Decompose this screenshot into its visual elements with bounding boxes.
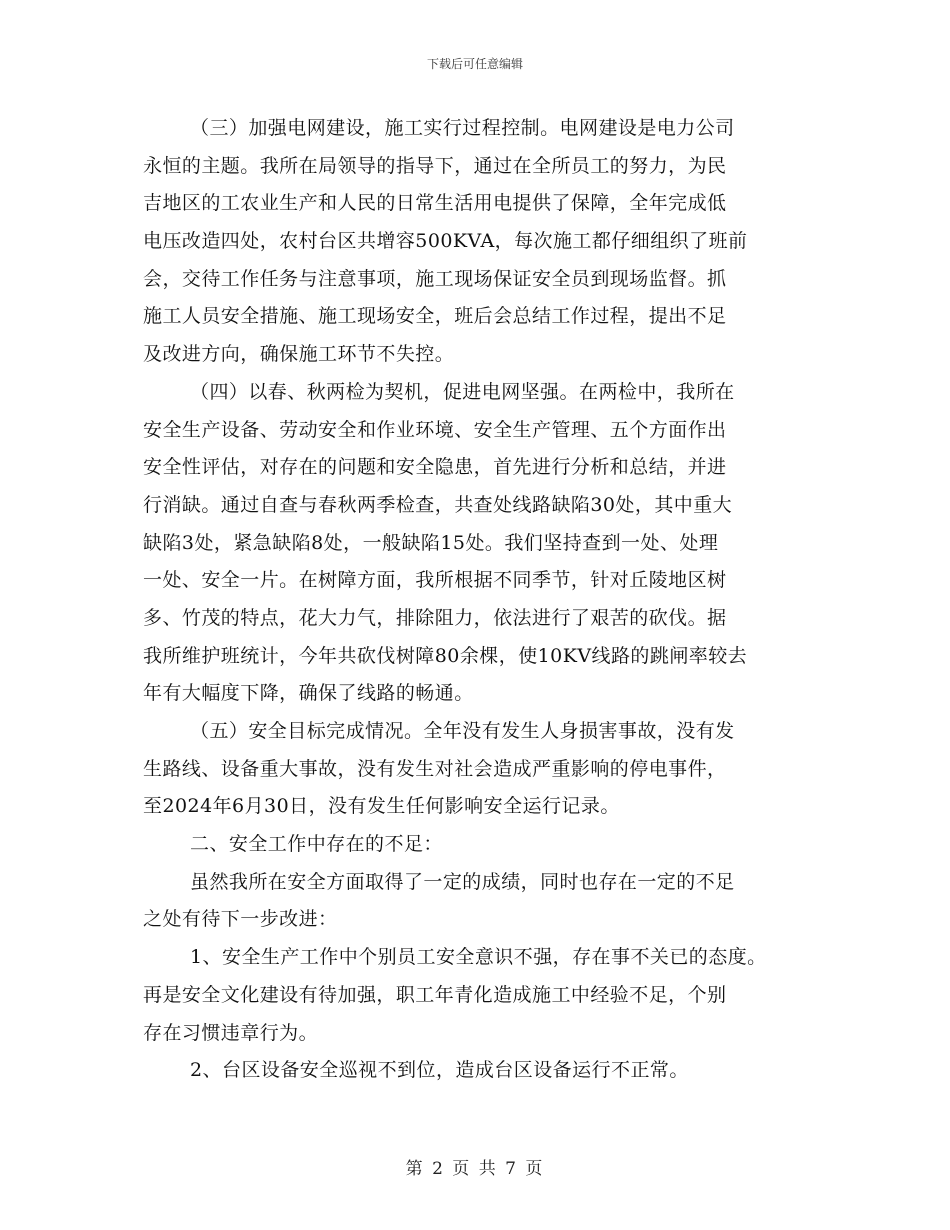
- text-line: （四）以春、秋两检为契机，促进电网坚强。在两检中，我所在: [190, 380, 735, 403]
- text-line: 吉地区的工农业生产和人民的日常生活用电提供了保障，全年完成低: [143, 192, 727, 215]
- text-line: 一处、安全一片。在树障方面，我所根据不同季节，针对丘陵地区树: [143, 569, 727, 592]
- paragraph-section-five: [143, 713, 823, 826]
- text-line: 年有大幅度下降，确保了线路的畅通。: [143, 682, 474, 705]
- text-line: 多、竹茂的特点，花大力气，排除阻力，依法进行了艰苦的砍伐。据: [143, 606, 727, 629]
- paragraph-item-one: [143, 939, 823, 1052]
- text-line: 2、台区设备安全巡视不到位，造成台区设备运行不正常。: [190, 1059, 689, 1082]
- paragraph-shortcomings-intro: [143, 864, 823, 939]
- text-line: 施工人员安全措施、施工现场安全，班后会总结工作过程，提出不足: [143, 305, 727, 328]
- paragraph-section-three: [143, 110, 823, 374]
- text-line: 至2024年6月30日，没有发生任何影响安全运行记录。: [143, 795, 620, 818]
- text-line: （五）安全目标完成情况。全年没有发生人身损害事故，没有发: [190, 720, 735, 742]
- page-header-note: 下载后可任意编辑: [426, 57, 523, 71]
- page-number-footer: 第 2 页 共 7 页: [405, 1159, 545, 1179]
- text-line: 缺陷3处，紧急缺陷8处，一般缺陷15处。我们坚持查到一处、处理: [143, 531, 719, 554]
- text-line: 存在习惯违章行为。: [143, 1021, 319, 1044]
- text-line: 二、安全工作中存在的不足：: [190, 833, 443, 856]
- text-line: 永恒的主题。我所在局领导的指导下，通过在全所员工的努力，为民: [143, 154, 727, 177]
- document-body: [143, 110, 823, 1090]
- section-heading-shortcomings: [143, 826, 823, 864]
- text-line: （三）加强电网建设，施工实行过程控制。电网建设是电力公司: [190, 117, 735, 139]
- text-line: 再是安全文化建设有待加强，职工年青化造成施工中经验不足，个别: [143, 983, 727, 1006]
- text-line: 会，交待工作任务与注意事项，施工现场保证安全员到现场监督。抓: [143, 267, 727, 290]
- text-line: 安全生产设备、劳动安全和作业环境、安全生产管理、五个方面作出: [143, 418, 727, 441]
- text-line: 行消缺。通过自查与春秋两季检查，共查处线路缺陷30处，其中重大: [143, 493, 733, 516]
- text-line: 电压改造四处，农村台区共增容500KVA，每次施工都仔细组织了班前: [143, 230, 748, 253]
- text-line: 生路线、设备重大事故，没有发生对社会造成严重影响的停电事件，: [143, 757, 727, 780]
- text-line: 及改进方向，确保施工环节不失控。: [143, 343, 455, 366]
- text-line: 我所维护班统计，今年共砍伐树障80余棵，使10KV线路的跳闸率较去: [143, 644, 748, 667]
- text-line: 1、安全生产工作中个别员工安全意识不强，存在事不关已的态度。: [190, 946, 767, 969]
- text-line: 安全性评估，对存在的问题和安全隐患，首先进行分析和总结，并进: [143, 456, 727, 479]
- text-line: 之处有待下一步改进：: [143, 908, 338, 931]
- paragraph-section-four: [143, 374, 823, 713]
- paragraph-item-two: [143, 1052, 823, 1090]
- text-line: 虽然我所在安全方面取得了一定的成绩，同时也存在一定的不足: [190, 870, 735, 893]
